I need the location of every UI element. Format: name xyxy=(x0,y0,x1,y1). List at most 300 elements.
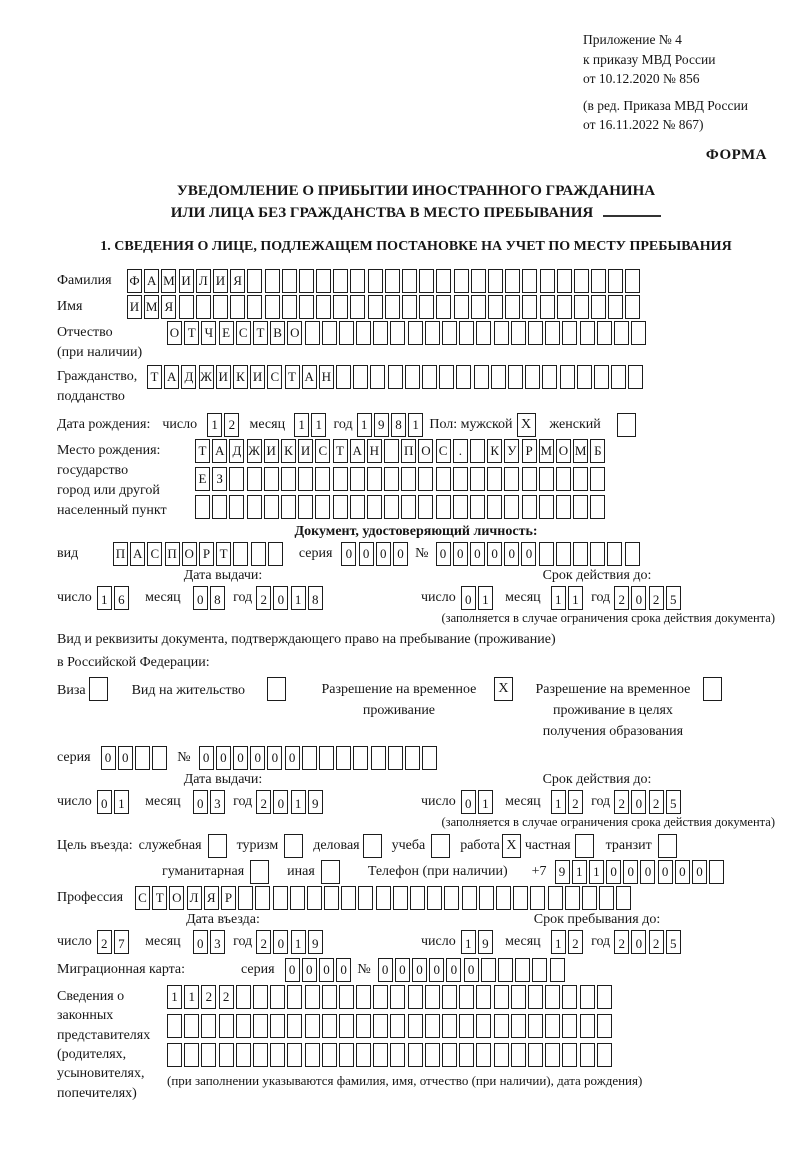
char-box[interactable]: И xyxy=(179,269,194,293)
char-box[interactable] xyxy=(436,269,451,293)
char-box[interactable] xyxy=(236,1014,251,1038)
char-box[interactable] xyxy=(229,467,244,491)
char-box[interactable] xyxy=(356,321,371,345)
char-box[interactable] xyxy=(597,1043,612,1067)
char-box[interactable] xyxy=(270,1043,285,1067)
char-box[interactable] xyxy=(442,321,457,345)
char-box[interactable] xyxy=(532,958,547,982)
char-box[interactable] xyxy=(253,1043,268,1067)
char-box[interactable] xyxy=(487,467,502,491)
char-box[interactable] xyxy=(590,467,605,491)
char-box[interactable]: М xyxy=(144,295,159,319)
visa-checkbox[interactable] xyxy=(89,677,108,701)
char-box[interactable] xyxy=(385,269,400,293)
char-box[interactable] xyxy=(402,295,417,319)
char-box[interactable]: Р xyxy=(199,542,214,566)
char-box[interactable] xyxy=(422,365,437,389)
char-box[interactable] xyxy=(333,295,348,319)
char-box[interactable] xyxy=(608,269,623,293)
char-box[interactable] xyxy=(562,321,577,345)
char-box[interactable] xyxy=(236,1043,251,1067)
char-box[interactable] xyxy=(333,269,348,293)
char-box[interactable]: 1 xyxy=(291,586,306,610)
char-box[interactable] xyxy=(236,985,251,1009)
char-box[interactable] xyxy=(305,1043,320,1067)
char-box[interactable]: 1 xyxy=(357,413,372,437)
char-box[interactable] xyxy=(201,1014,216,1038)
representatives-input-row3[interactable] xyxy=(167,1043,642,1067)
char-box[interactable]: П xyxy=(401,439,416,463)
char-box[interactable] xyxy=(368,295,383,319)
residence-issue-month-input[interactable] xyxy=(193,790,227,814)
char-box[interactable]: 2 xyxy=(256,790,271,814)
char-box[interactable] xyxy=(522,269,537,293)
char-box[interactable] xyxy=(238,886,253,910)
char-box[interactable]: И xyxy=(127,295,142,319)
char-box[interactable] xyxy=(522,495,537,519)
char-box[interactable]: С xyxy=(267,365,282,389)
char-box[interactable] xyxy=(525,365,540,389)
char-box[interactable] xyxy=(270,1014,285,1038)
char-box[interactable] xyxy=(422,746,437,770)
char-box[interactable] xyxy=(459,321,474,345)
char-box[interactable] xyxy=(511,1014,526,1038)
char-box[interactable] xyxy=(322,1043,337,1067)
char-box[interactable]: О xyxy=(167,321,182,345)
char-box[interactable]: С xyxy=(135,886,150,910)
char-box[interactable]: 9 xyxy=(308,790,323,814)
char-box[interactable]: Т xyxy=(216,542,231,566)
doc-series-input[interactable] xyxy=(341,542,410,566)
char-box[interactable] xyxy=(591,295,606,319)
char-box[interactable] xyxy=(459,985,474,1009)
char-box[interactable] xyxy=(444,886,459,910)
char-box[interactable] xyxy=(305,985,320,1009)
char-box[interactable] xyxy=(251,542,266,566)
male-checkbox[interactable]: X xyxy=(517,413,536,437)
char-box[interactable] xyxy=(287,1014,302,1038)
citizenship-input[interactable] xyxy=(147,365,645,389)
char-box[interactable]: Т xyxy=(184,321,199,345)
char-box[interactable] xyxy=(528,1014,543,1038)
char-box[interactable]: 0 xyxy=(487,542,502,566)
char-box[interactable]: 0 xyxy=(658,860,673,884)
char-box[interactable] xyxy=(539,542,554,566)
char-box[interactable] xyxy=(341,886,356,910)
char-box[interactable] xyxy=(339,321,354,345)
birthplace-input-row1[interactable] xyxy=(195,439,608,463)
char-box[interactable]: А xyxy=(212,439,227,463)
char-box[interactable] xyxy=(454,269,469,293)
char-box[interactable] xyxy=(436,295,451,319)
identity-expiry-year-input[interactable] xyxy=(614,586,683,610)
char-box[interactable]: 2 xyxy=(97,930,112,954)
char-box[interactable]: Т xyxy=(253,321,268,345)
char-box[interactable]: Н xyxy=(367,439,382,463)
char-box[interactable] xyxy=(333,495,348,519)
char-box[interactable] xyxy=(336,746,351,770)
purpose-transit-checkbox[interactable] xyxy=(658,834,677,858)
char-box[interactable]: 2 xyxy=(614,930,629,954)
char-box[interactable] xyxy=(556,495,571,519)
char-box[interactable]: С xyxy=(315,439,330,463)
residence-number-input[interactable] xyxy=(199,746,440,770)
profession-input[interactable] xyxy=(135,886,633,910)
char-box[interactable] xyxy=(388,746,403,770)
char-box[interactable]: 0 xyxy=(359,542,374,566)
char-box[interactable] xyxy=(574,269,589,293)
char-box[interactable] xyxy=(307,886,322,910)
char-box[interactable]: М xyxy=(539,439,554,463)
char-box[interactable] xyxy=(508,365,523,389)
char-box[interactable] xyxy=(528,1043,543,1067)
char-box[interactable] xyxy=(373,1043,388,1067)
char-box[interactable]: К xyxy=(233,365,248,389)
char-box[interactable] xyxy=(253,1014,268,1038)
char-box[interactable]: 0 xyxy=(267,746,282,770)
char-box[interactable] xyxy=(550,958,565,982)
identity-issue-month-input[interactable] xyxy=(193,586,227,610)
char-box[interactable] xyxy=(597,1014,612,1038)
char-box[interactable]: 0 xyxy=(429,958,444,982)
char-box[interactable] xyxy=(565,886,580,910)
char-box[interactable] xyxy=(282,269,297,293)
char-box[interactable]: 1 xyxy=(167,985,182,1009)
char-box[interactable] xyxy=(393,886,408,910)
char-box[interactable] xyxy=(305,1014,320,1038)
char-box[interactable]: 1 xyxy=(114,790,129,814)
char-box[interactable]: Я xyxy=(230,269,245,293)
purpose-work-checkbox[interactable]: X xyxy=(502,834,521,858)
char-box[interactable]: 2 xyxy=(256,930,271,954)
char-box[interactable] xyxy=(287,1043,302,1067)
char-box[interactable] xyxy=(628,365,643,389)
char-box[interactable] xyxy=(488,269,503,293)
char-box[interactable] xyxy=(442,985,457,1009)
char-box[interactable] xyxy=(599,886,614,910)
char-box[interactable]: 3 xyxy=(210,930,225,954)
birth-year-input[interactable] xyxy=(357,413,426,437)
char-box[interactable] xyxy=(436,495,451,519)
char-box[interactable] xyxy=(594,365,609,389)
char-box[interactable]: 1 xyxy=(207,413,222,437)
char-box[interactable]: Ж xyxy=(199,365,214,389)
char-box[interactable]: О xyxy=(556,439,571,463)
char-box[interactable] xyxy=(504,467,519,491)
birth-day-input[interactable] xyxy=(207,413,241,437)
char-box[interactable] xyxy=(425,1014,440,1038)
char-box[interactable]: 2 xyxy=(224,413,239,437)
char-box[interactable] xyxy=(167,1043,182,1067)
char-box[interactable] xyxy=(459,1014,474,1038)
char-box[interactable] xyxy=(513,886,528,910)
char-box[interactable] xyxy=(370,365,385,389)
char-box[interactable]: Ч xyxy=(201,321,216,345)
char-box[interactable] xyxy=(255,886,270,910)
identity-issue-day-input[interactable] xyxy=(97,586,131,610)
char-box[interactable]: И xyxy=(216,365,231,389)
char-box[interactable]: 1 xyxy=(568,586,583,610)
char-box[interactable]: 5 xyxy=(666,586,681,610)
char-box[interactable]: Е xyxy=(219,321,234,345)
char-box[interactable] xyxy=(504,495,519,519)
char-box[interactable]: 0 xyxy=(606,860,621,884)
char-box[interactable]: Б xyxy=(590,439,605,463)
char-box[interactable]: 0 xyxy=(216,746,231,770)
char-box[interactable] xyxy=(270,985,285,1009)
char-box[interactable]: 1 xyxy=(478,586,493,610)
char-box[interactable] xyxy=(425,985,440,1009)
char-box[interactable] xyxy=(373,321,388,345)
char-box[interactable] xyxy=(439,365,454,389)
char-box[interactable] xyxy=(322,321,337,345)
char-box[interactable]: С xyxy=(436,439,451,463)
char-box[interactable]: 8 xyxy=(391,413,406,437)
char-box[interactable]: 2 xyxy=(568,930,583,954)
char-box[interactable] xyxy=(481,958,496,982)
char-box[interactable]: А xyxy=(130,542,145,566)
char-box[interactable] xyxy=(562,1014,577,1038)
char-box[interactable] xyxy=(476,1043,491,1067)
char-box[interactable]: П xyxy=(113,542,128,566)
char-box[interactable] xyxy=(350,467,365,491)
char-box[interactable]: 7 xyxy=(114,930,129,954)
char-box[interactable] xyxy=(470,495,485,519)
char-box[interactable]: Е xyxy=(195,467,210,491)
char-box[interactable]: 8 xyxy=(308,586,323,610)
char-box[interactable] xyxy=(316,269,331,293)
char-box[interactable] xyxy=(319,746,334,770)
char-box[interactable] xyxy=(376,886,391,910)
char-box[interactable]: 1 xyxy=(294,413,309,437)
char-box[interactable] xyxy=(350,495,365,519)
char-box[interactable] xyxy=(390,321,405,345)
char-box[interactable] xyxy=(356,1043,371,1067)
identity-issue-year-input[interactable] xyxy=(256,586,325,610)
char-box[interactable] xyxy=(419,295,434,319)
char-box[interactable] xyxy=(487,495,502,519)
char-box[interactable] xyxy=(371,746,386,770)
patronymic-input[interactable] xyxy=(167,321,648,345)
char-box[interactable] xyxy=(402,269,417,293)
doc-type-input[interactable] xyxy=(113,542,285,566)
char-box[interactable]: 2 xyxy=(256,586,271,610)
char-box[interactable]: 0 xyxy=(675,860,690,884)
char-box[interactable] xyxy=(287,985,302,1009)
char-box[interactable] xyxy=(316,295,331,319)
char-box[interactable]: 0 xyxy=(285,746,300,770)
char-box[interactable] xyxy=(298,467,313,491)
char-box[interactable] xyxy=(540,269,555,293)
char-box[interactable] xyxy=(545,1014,560,1038)
char-box[interactable] xyxy=(608,295,623,319)
char-box[interactable]: И xyxy=(213,269,228,293)
residence-series-input[interactable] xyxy=(101,746,170,770)
char-box[interactable] xyxy=(560,365,575,389)
char-box[interactable] xyxy=(453,467,468,491)
char-box[interactable] xyxy=(384,439,399,463)
char-box[interactable]: 0 xyxy=(461,790,476,814)
char-box[interactable]: Ф xyxy=(127,269,142,293)
purpose-study-checkbox[interactable] xyxy=(431,834,450,858)
char-box[interactable] xyxy=(401,467,416,491)
char-box[interactable]: К xyxy=(281,439,296,463)
purpose-business-checkbox[interactable] xyxy=(363,834,382,858)
char-box[interactable]: 0 xyxy=(692,860,707,884)
char-box[interactable]: Д xyxy=(229,439,244,463)
char-box[interactable] xyxy=(247,495,262,519)
char-box[interactable] xyxy=(522,467,537,491)
stay-year-input[interactable] xyxy=(614,930,683,954)
char-box[interactable]: 1 xyxy=(589,860,604,884)
char-box[interactable] xyxy=(580,1014,595,1038)
char-box[interactable] xyxy=(390,985,405,1009)
char-box[interactable]: 1 xyxy=(478,790,493,814)
char-box[interactable] xyxy=(556,542,571,566)
char-box[interactable] xyxy=(315,495,330,519)
char-box[interactable]: У xyxy=(504,439,519,463)
char-box[interactable]: 0 xyxy=(461,586,476,610)
char-box[interactable]: 0 xyxy=(319,958,334,982)
char-box[interactable]: 0 xyxy=(631,930,646,954)
char-box[interactable] xyxy=(282,295,297,319)
char-box[interactable]: О xyxy=(287,321,302,345)
temp-permit-checkbox[interactable]: X xyxy=(494,677,513,701)
char-box[interactable] xyxy=(233,542,248,566)
char-box[interactable] xyxy=(281,495,296,519)
char-box[interactable] xyxy=(339,1043,354,1067)
char-box[interactable]: 0 xyxy=(199,746,214,770)
firstname-input[interactable] xyxy=(127,295,643,319)
char-box[interactable] xyxy=(442,1043,457,1067)
residence-issue-day-input[interactable] xyxy=(97,790,131,814)
char-box[interactable] xyxy=(459,1043,474,1067)
char-box[interactable] xyxy=(453,495,468,519)
char-box[interactable] xyxy=(373,985,388,1009)
char-box[interactable] xyxy=(562,985,577,1009)
char-box[interactable] xyxy=(405,365,420,389)
char-box[interactable] xyxy=(511,1043,526,1067)
doc-number-input[interactable] xyxy=(436,542,642,566)
char-box[interactable] xyxy=(625,295,640,319)
char-box[interactable]: Я xyxy=(161,295,176,319)
char-box[interactable] xyxy=(479,886,494,910)
surname-input[interactable] xyxy=(127,269,643,293)
phone-input[interactable] xyxy=(555,860,727,884)
char-box[interactable] xyxy=(298,495,313,519)
char-box[interactable]: П xyxy=(165,542,180,566)
char-box[interactable]: 0 xyxy=(193,790,208,814)
char-box[interactable] xyxy=(367,495,382,519)
char-box[interactable] xyxy=(462,886,477,910)
char-box[interactable]: А xyxy=(350,439,365,463)
char-box[interactable]: 0 xyxy=(453,542,468,566)
identity-expiry-month-input[interactable] xyxy=(551,586,585,610)
char-box[interactable]: А xyxy=(302,365,317,389)
residence-expiry-month-input[interactable] xyxy=(551,790,585,814)
char-box[interactable]: 2 xyxy=(568,790,583,814)
char-box[interactable] xyxy=(557,269,572,293)
representatives-input-row1[interactable] xyxy=(167,985,642,1009)
char-box[interactable] xyxy=(408,321,423,345)
char-box[interactable] xyxy=(614,321,629,345)
char-box[interactable] xyxy=(631,321,646,345)
char-box[interactable]: 0 xyxy=(101,746,116,770)
char-box[interactable] xyxy=(419,269,434,293)
char-box[interactable]: 0 xyxy=(273,790,288,814)
char-box[interactable]: 9 xyxy=(555,860,570,884)
char-box[interactable] xyxy=(247,467,262,491)
char-box[interactable] xyxy=(528,321,543,345)
char-box[interactable] xyxy=(281,467,296,491)
char-box[interactable] xyxy=(247,269,262,293)
char-box[interactable] xyxy=(580,1043,595,1067)
char-box[interactable] xyxy=(384,467,399,491)
migration-series-input[interactable] xyxy=(285,958,354,982)
char-box[interactable] xyxy=(184,1014,199,1038)
char-box[interactable] xyxy=(625,269,640,293)
birth-month-input[interactable] xyxy=(294,413,328,437)
char-box[interactable]: Д xyxy=(181,365,196,389)
char-box[interactable] xyxy=(350,269,365,293)
char-box[interactable] xyxy=(505,269,520,293)
char-box[interactable] xyxy=(591,269,606,293)
char-box[interactable]: Т xyxy=(333,439,348,463)
char-box[interactable] xyxy=(557,295,572,319)
char-box[interactable]: 0 xyxy=(302,958,317,982)
char-box[interactable]: З xyxy=(212,467,227,491)
entry-day-input[interactable] xyxy=(97,930,131,954)
char-box[interactable] xyxy=(322,1014,337,1038)
char-box[interactable] xyxy=(522,295,537,319)
char-box[interactable]: 0 xyxy=(521,542,536,566)
char-box[interactable] xyxy=(290,886,305,910)
char-box[interactable] xyxy=(388,365,403,389)
char-box[interactable]: А xyxy=(144,269,159,293)
char-box[interactable] xyxy=(590,542,605,566)
char-box[interactable] xyxy=(219,1014,234,1038)
char-box[interactable] xyxy=(573,467,588,491)
char-box[interactable] xyxy=(471,269,486,293)
char-box[interactable]: М xyxy=(573,439,588,463)
char-box[interactable]: 0 xyxy=(336,958,351,982)
char-box[interactable] xyxy=(179,295,194,319)
char-box[interactable] xyxy=(273,886,288,910)
char-box[interactable] xyxy=(574,295,589,319)
char-box[interactable]: 2 xyxy=(649,790,664,814)
char-box[interactable] xyxy=(196,295,211,319)
char-box[interactable]: 0 xyxy=(623,860,638,884)
residence-expiry-day-input[interactable] xyxy=(461,790,495,814)
char-box[interactable]: О xyxy=(182,542,197,566)
char-box[interactable] xyxy=(505,295,520,319)
char-box[interactable]: 0 xyxy=(640,860,655,884)
char-box[interactable]: 1 xyxy=(461,930,476,954)
char-box[interactable] xyxy=(265,269,280,293)
char-box[interactable]: 0 xyxy=(464,958,479,982)
char-box[interactable] xyxy=(545,985,560,1009)
char-box[interactable]: 0 xyxy=(118,746,133,770)
entry-month-input[interactable] xyxy=(193,930,227,954)
char-box[interactable] xyxy=(494,985,509,1009)
char-box[interactable] xyxy=(418,495,433,519)
char-box[interactable]: И xyxy=(264,439,279,463)
char-box[interactable]: 1 xyxy=(572,860,587,884)
char-box[interactable] xyxy=(322,985,337,1009)
char-box[interactable] xyxy=(339,985,354,1009)
char-box[interactable] xyxy=(474,365,489,389)
char-box[interactable]: 1 xyxy=(97,586,112,610)
